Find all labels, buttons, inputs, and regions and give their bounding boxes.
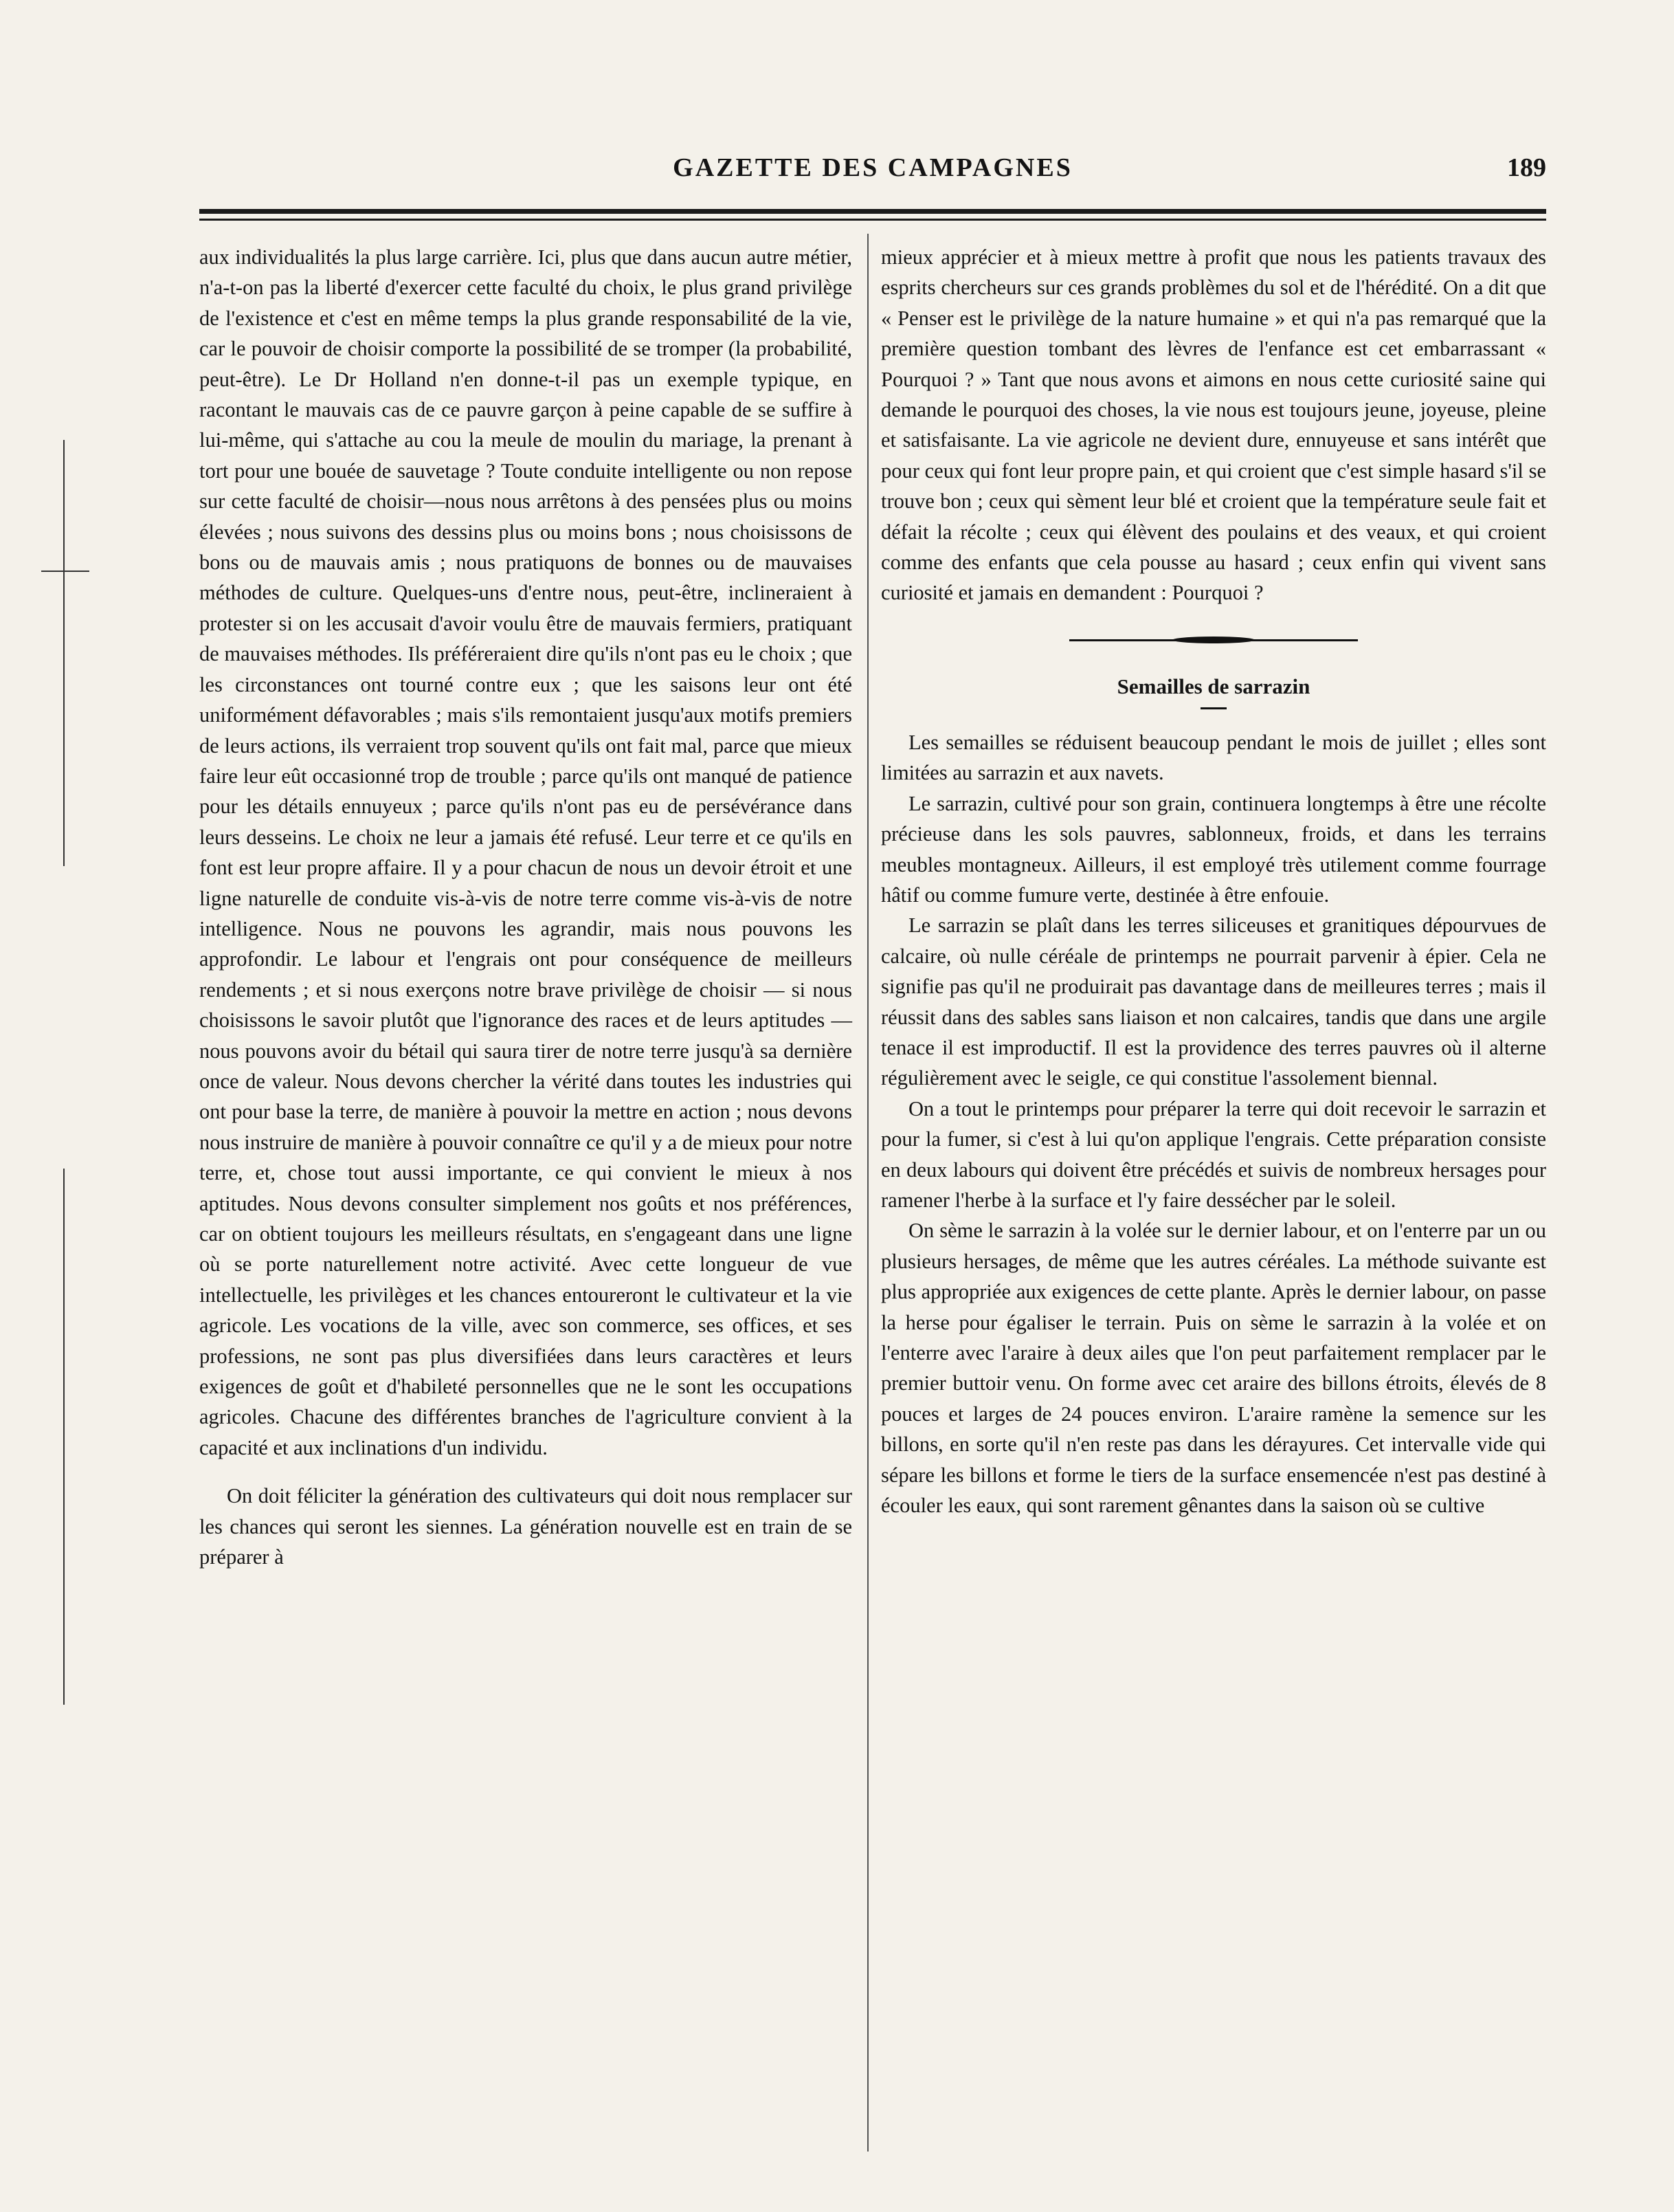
right-paragraph-4: On a tout le printemps pour préparer la terre qui doit recevoir le sarrazin et pour la fumer, si c'est à lui qu'on applique l'engrais. Cette préparation consiste en deux labours qui doivent être précédés et suivis de nombreux hersages pour ramener l'herbe à la surface et l'y faire dessécher par le soleil. <box>881 1096 1546 1212</box>
scan-margin-mark <box>63 1169 65 1705</box>
right-paragraph-1: Les semailles se réduisent beaucoup pendant le mois de juillet ; elles sont limitées au sarrazin et aux navets. <box>881 730 1546 785</box>
left-paragraph-2: On doit féliciter la génération des cultivateurs qui doit nous remplacer sur les chances qui seront les siennes. La génération nouvelle est en train de se préparer à <box>199 1484 852 1569</box>
right-column <box>881 242 1546 1520</box>
left-paragraph-1: aux individualités la plus large carrière. Ici, plus que dans aucun autre métier, n'a-t-on pas la liberté d'exercer cette faculté du choix, le plus grand privilège de l'existence et c'est en même temps la plus grande responsabilité de la vie, car le pouvoir de choisir comporte la possibilité de se tromper (la probabilité, peut-être). Le Dr Holland n'en donne-t-il pas un exemple typique, en racontant le mauvais cas de ce pauvre garçon à peine capable de se suffire à lui-même, qui s'attache au cou la meule de moulin du mariage, la prenant à tort pour une bouée de sauvetage ? Toute conduite intelligente ou non repose sur cette faculté de choisir—nous nous arrêtons à des pensées plus ou moins élevées ; nous suivons des dessins plus ou moins bons ; nous choisissons de bons ou de mauvais amis ; nous pratiquons de bonnes ou de mauvaises méthodes de culture. Quelques-uns d'entre nous, peut-être, inclineraient à protester si on les accusait d'avoir voulu être de mauvais fermiers, pratiquant de mauvaises méthodes. Ils préféreraient dire qu'ils n'ont pas eu le choix ; que les circonstances ont tourné contre eux ; que les saisons leur ont été uniformément défavorables ; mais s'ils remontaient jusqu'aux motifs premiers de leurs actions, ils verraient trop souvent qu'ils ont fait mal, parce que mieux faire leur eût occasionné trop de trouble ; parce qu'ils ont manqué de patience pour les détails ennuyeux ; parce qu'ils n'ont pas eu de persévérance dans leurs desseins. Le choix ne leur a jamais été refusé. Leur terre et ce qu'ils en font est leur propre affaire. Il y a pour chacun de nous un devoir étroit et une ligne naturelle de conduite vis-à-vis de notre terre comme vis-à-vis de notre intelligence. Nous ne pouvons les agrandir, mais nous pouvons les approfondir. Le labour et l'engrais ont pour conséquence de meilleurs rendements ; et si nous exerçons notre brave privilège de choisir — si nous choisissons le savoir plutôt que l'ignorance des races et de leurs aptitudes — nous pouvons avoir du bétail qui saura tirer de notre terre jusqu'à sa dernière once de valeur. Nous devons chercher la vérité dans toutes les industries qui ont pour base la terre, de manière à pouvoir la mettre en action ; nous devons nous instruire de manière à pouvoir connaître ce qu'il y a de mieux pour notre terre, et, chose tout aussi importante, ce qui convient le mieux à nos aptitudes. Nous devons consulter simplement nos goûts et nos préférences, car on obtient toujours les meilleurs résultats, en s'engageant dans une ligne où se porte naturellement notre activité. Avec cette longueur de vue intellectuelle, les privilèges et les chances entoureront le cultivateur et la vie agricole. Les vocations de la ville, avec son commerce, ses offices, et ses professions, ne sont pas plus diversifiées dans leurs caractères et leurs exigences de goût et d'habileté personnelles que ne le sont les occupations agricoles. Chacune des différentes branches de l'agriculture convient à la capacité et aux inclinations d'un individu. <box>199 245 852 1459</box>
page-header <box>199 153 1546 194</box>
right-paragraph-3: Le sarrazin se plaît dans les terres siliceuses et granitiques dépourvues de calcaire, où nulle céréale de printemps ne pourrait parvenir à épier. Cela ne signifie pas qu'il ne produirait pas davantage dans de meilleures terres ; mais il réussit dans des sables sans liaison et non calcaires, tandis que dans une argile tenace il est improductif. Il est la providence des terres pauvres où il alterne régulièrement avec le seigle, ce qui constitue l'assolement biennal. <box>881 914 1546 1090</box>
section-title: Semailles de sarrazin <box>1117 674 1310 698</box>
right-paragraph-2: Le sarrazin, cultivé pour son grain, continuera longtemps à être une récolte précieuse dans les sols pauvres, sablonneux, froids, et dans les terrains meubles montagneux. Ailleurs, il est employé très utilement comme fourrage hâtif ou comme fumure verte, destinée à être enfouie. <box>881 791 1546 907</box>
right-intro-paragraph: mieux apprécier et à mieux mettre à profit que nous les patients travaux des esprits chercheurs sur ces grands problèmes du sol et de l'hérédité. On a dit que « Penser est le privilège de la nature humaine » et qui n'a pas remarqué que la première question tombant des lèvres de l'enfance est cet embarrassant « Pourquoi ? » Tant que nous avons et aimons en nous cette curiosité saine qui demande le pourquoi des choses, la vie nous est toujours jeune, joyeuse, pleine et satisfaisante. La vie agricole ne devient dure, ennuyeuse et sans intérêt que pour ceux qui font leur propre pain, et qui croient que c'est simple hasard s'il se trouve bon ; ceux qui sèment leur blé et croient que la température seule fait et défait la récolte ; ceux qui élèvent des poulains et des veaux, et qui croient comme des enfants que cela pousse au hasard ; ceux enfin qui vivent sans curiosité et jamais en demandent : Pourquoi ? <box>881 245 1546 605</box>
right-paragraph-5: On sème le sarrazin à la volée sur le dernier labour, et on l'enterre par un ou plusieurs hersages, de même que les autres céréales. La méthode suivante est plus appropriée aux exigences de cette plante. Après le dernier labour, on passe la herse pour égaliser le terrain. Puis on sème le sarrazin à la volée et on l'enterre avec l'araire à deux ailes que l'on peut parfaitement remplacer par le premier buttoir venu. On forme avec cet araire des billons étroits, élevés de 8 pouces et larges de 24 pouces environ. L'araire ramène la semence sur les billons, en sorte qu'il n'en reste pas dans les dérayures. Cet intervalle vide qui sépare les billons et forme le tiers de la surface ensemencée n'est pas destiné à écouler les eaux, qui sont rarement gênantes dans la saison où se cultive <box>881 1219 1546 1518</box>
section-title-rule <box>1201 707 1227 709</box>
scan-margin-mark <box>41 571 89 572</box>
section-ornament <box>1069 633 1358 648</box>
scan-margin-mark <box>63 440 65 866</box>
header-rule-thin <box>199 219 1546 221</box>
left-column <box>199 242 852 1572</box>
column-divider <box>867 234 869 2152</box>
page-number: 189 <box>1507 153 1546 182</box>
header-rule-thick <box>199 209 1546 214</box>
running-title: GAZETTE DES CAMPAGNES <box>673 153 1073 182</box>
